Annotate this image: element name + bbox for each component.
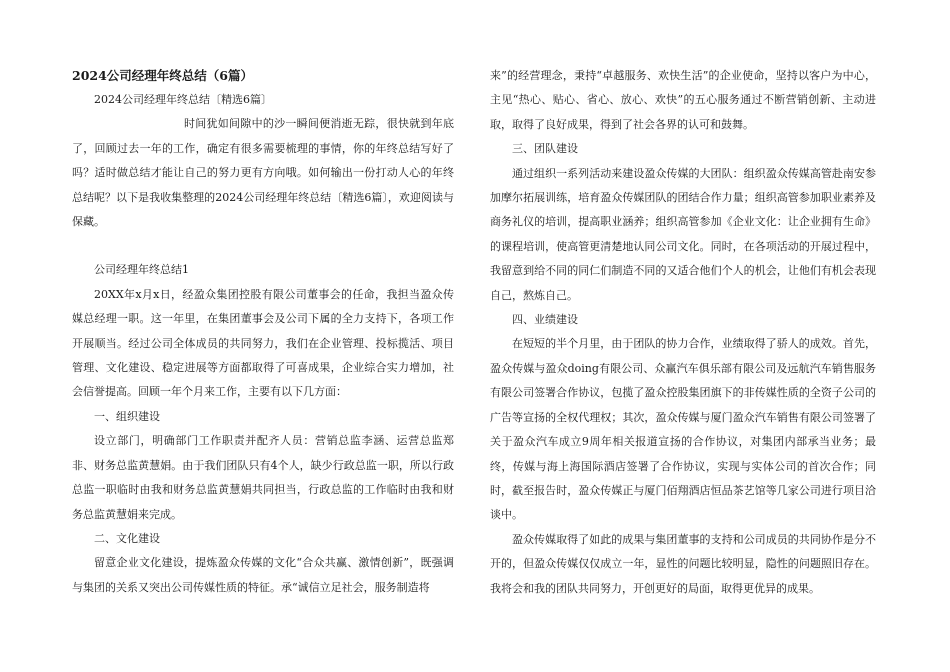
opening-paragraph: 20XX年x月x日，经盈众集团控股有限公司董事会的任命，我担当盈众传媒总经理一职。这一年里，在集团董事会及公司下属的全力支持下，各项工作开展顺当。经过公司全体成员的共同努力，我们在企业管理、投标揽活、项目管理、文化建设、稳定进展等方面都取得了可喜成果，企业综合实力增加，社会信誉提高。回顾一年个月来工作，主要有以下几方面： <box>72 287 454 399</box>
right-column <box>490 64 876 601</box>
team-paragraph: 通过组织一系列活动来建设盈众传媒的大团队：组织盈众传媒高管赴南安参加摩尔拓展训练，培育盈众传媒团队的团结合作力量；组织高管参加职业素养及商务礼仪的培训，提高职业涵养；组织高管参加《企业文化：让企业拥有生命》的课程培训，使高管更清楚地认同公司文化。同时，在各项活动的开展过程中，我留意到给不同的同仁们制造不同的又适合他们个人的机会，让他们有机会表现自己，熬炼自己。 <box>490 166 876 302</box>
heading-culture: 二、文化建设 <box>94 531 160 545</box>
heading-performance: 四、业绩建设 <box>512 313 578 327</box>
document-subtitle: 2024公司经理年终总结〔精选6篇〕 <box>94 93 272 106</box>
section-title: 公司经理年终总结1 <box>94 263 189 277</box>
closing-paragraph: 盈众传媒取得了如此的成果与集团董事的支持和公司成员的共同协作是分不开的，但盈众传媒仅仅成立一年，显性的问题比较明显，隐性的问题照旧存在。我将会和我的团队共同努力，开创更好的局面，取得更优异的成果。 <box>490 532 876 595</box>
left-column <box>72 64 454 600</box>
intro-paragraph: 时间犹如间隙中的沙一瞬间便消逝无踪，很快就到年底了，回顾过去一年的工作，确定有很多需要梳理的事情，你的年终总结写好了吗？适时做总结才能让自己的努力更有方向哦。如何输出一份打动人心的年终总结呢？以下是我收集整理的2024公司经理年终总结〔精选6篇〕，欢迎阅读与保藏。 <box>72 117 454 229</box>
performance-paragraph: 在短短的半个月里，由于团队的协力合作，业绩取得了骄人的成效。首先，盈众传媒与盈众doing有限公司、众赢汽车俱乐部有限公司及远航汽车销售服务有限公司签署合作协议，包揽了盈众控股集团旗下的非传媒性质的全资子公司的广告等宣扬的全权代理权；其次，盈众传媒与厦门盈众汽车销售有限公司签署了关于盈众汽车成立9周年相关报道宣扬的合作协议，对集团内部承当业务；最终，传媒与海上海国际酒店签署了合作协议，实现与实体公司的首次合作；同时，截至报告时，盈众传媒正与厦门佰翔酒店恒品茶艺馆等几家公司进行项目洽谈中。 <box>490 337 876 522</box>
culture-paragraph-continued: 来”的经营理念，秉持“卓越服务、欢快生活”的企业使命，坚持以客户为中心，主见“热心、贴心、省心、放心、欢快”的五心服务通过不断营销创新、主动进取，取得了良好成果，得到了社会各界的认可和鼓舞。 <box>490 69 876 131</box>
heading-team: 三、团队建设 <box>512 142 578 156</box>
culture-paragraph: 留意企业文化建设，提炼盈众传媒的文化“合众共赢、激情创新”，既强调与集团的关系又突出公司传媒性质的特征。承“诚信立足社会，服务制造将 <box>72 556 454 594</box>
document-title: 2024公司经理年终总结（6篇） <box>72 68 253 83</box>
spacer <box>72 234 454 258</box>
organization-paragraph: 设立部门，明确部门工作职责并配齐人员：营销总监李涵、运营总监郑非、财务总监黄慧娟。由于我们团队只有4个人，缺少行政总监一职，所以行政总监一职临时由我和财务总监黄慧娟共同担当，行政总监的工作临时由我和财务总监黄慧娟来完成。 <box>72 434 454 521</box>
heading-organization: 一、组织建设 <box>94 409 160 423</box>
